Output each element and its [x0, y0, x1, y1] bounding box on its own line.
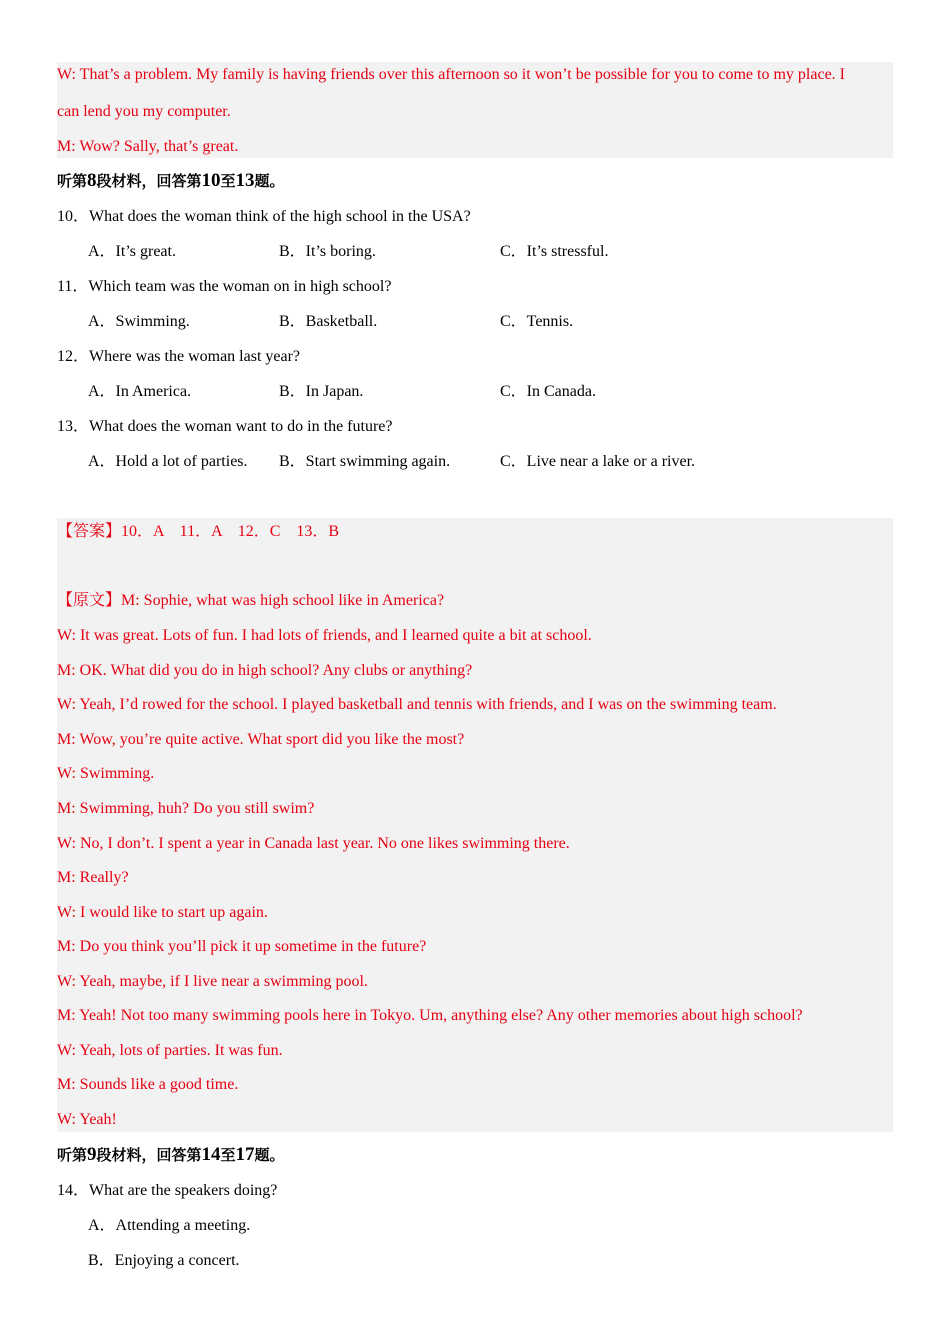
transcript-line: 【原文】M: Sophie, what was high school like in America? [57, 592, 445, 609]
heading-text: 听第 [57, 172, 88, 190]
question-11: 11．Which team was the woman on in high school? [57, 278, 392, 295]
option-a: A．Swimming. [88, 313, 190, 330]
option-c: C．It’s stressful. [500, 243, 609, 260]
transcript-line: M: Really? [57, 869, 129, 886]
option-b: B．Enjoying a concert. [88, 1252, 240, 1269]
option-b: B．Start swimming again. [279, 453, 451, 470]
transcript-line: M: Swimming, huh? Do you still swim? [57, 800, 315, 817]
heading-number: 13 [235, 170, 255, 191]
question-13: 13．What does the woman want to do in the future? [57, 418, 393, 435]
transcript-line: W: Yeah! [57, 1111, 117, 1128]
question-10: 10．What does the woman think of the high school in the USA? [57, 208, 471, 225]
transcript-line: M: Yeah! Not too many swimming pools here in Tokyo. Um, anything else? Any other memories about high school? [57, 1007, 803, 1024]
answer-key: 【答案】10．A 11．A 12．C 13．B [57, 523, 340, 540]
heading-text: 至 [220, 172, 236, 190]
heading-text: 听第 [57, 1146, 88, 1164]
option-a: A．In America. [88, 383, 192, 400]
heading-text: 至 [220, 1146, 236, 1164]
heading-number: 9 [87, 1144, 97, 1165]
option-b: B．It’s boring. [279, 243, 376, 260]
question-14: 14．What are the speakers doing? [57, 1182, 278, 1199]
option-b: B．Basketball. [279, 313, 378, 330]
heading-text: 段材料，回答第 [96, 1146, 202, 1164]
option-b: B．In Japan. [279, 383, 364, 400]
section-8-heading [57, 171, 285, 191]
transcript-line: W: Swimming. [57, 765, 155, 782]
heading-number: 17 [235, 1144, 255, 1165]
heading-number: 10 [201, 170, 221, 191]
heading-number: 8 [87, 170, 97, 191]
transcript-line: W: Yeah, I’d rowed for the school. I played basketball and tennis with friends, and I was on the swimming team. [57, 696, 777, 713]
transcript-line: M: Do you think you’ll pick it up sometime in the future? [57, 938, 427, 955]
transcript-line: M: Wow, you’re quite active. What sport did you like the most? [57, 731, 465, 748]
transcript-line: W: Yeah, lots of parties. It was fun. [57, 1042, 283, 1059]
option-a: A．It’s great. [88, 243, 176, 260]
transcript-line: W: Yeah, maybe, if I live near a swimming pool. [57, 973, 368, 990]
heading-text: 题。 [254, 1146, 285, 1164]
heading-text: 题。 [254, 172, 285, 190]
option-a: A．Attending a meeting. [88, 1217, 251, 1234]
transcript-line: M: Sounds like a good time. [57, 1076, 239, 1093]
option-c: C．In Canada. [500, 383, 596, 400]
section-9-heading [57, 1145, 285, 1165]
transcript-line: W: It was great. Lots of fun. I had lots of friends, and I learned quite a bit at school. [57, 627, 592, 644]
transcript-line: W: No, I don’t. I spent a year in Canada last year. No one likes swimming there. [57, 835, 570, 852]
dialogue-line: can lend you my computer. [57, 103, 231, 120]
option-a: A．Hold a lot of parties. [88, 453, 248, 470]
dialogue-line: M: Wow? Sally, that’s great. [57, 138, 239, 155]
transcript-line: W: I would like to start up again. [57, 904, 268, 921]
question-12: 12．Where was the woman last year? [57, 348, 301, 365]
heading-text: 段材料，回答第 [96, 172, 202, 190]
heading-number: 14 [201, 1144, 221, 1165]
option-c: C．Tennis. [500, 313, 574, 330]
dialogue-line: W: That’s a problem. My family is having friends over this afternoon so it won’t be possible for you to come to my place. I [57, 66, 845, 83]
option-c: C．Live near a lake or a river. [500, 453, 696, 470]
transcript-line: M: OK. What did you do in high school? Any clubs or anything? [57, 662, 473, 679]
